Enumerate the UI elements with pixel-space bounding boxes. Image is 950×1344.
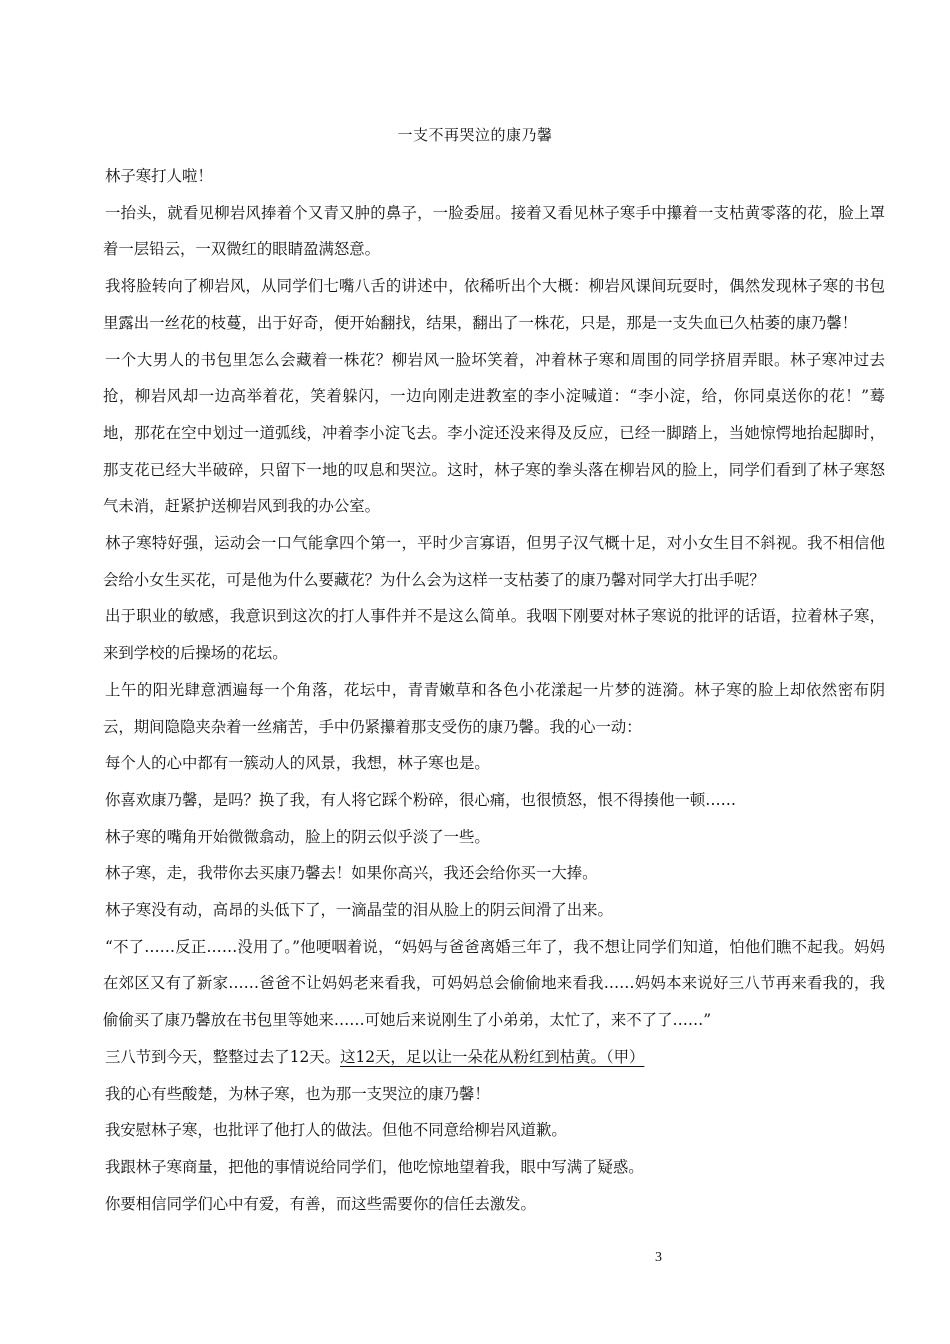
paragraph: 一个大男人的书包里怎么会藏着一株花？柳岩风一脸坏笑着，冲着林子寒和周围的同学挤眉弄眼。林子寒冲过去抢，柳岩风却一边高举着花，笑着躲闪，一边向刚走进教室的李小淀喊道：“李小淀，给，你同桌送你的花！”蓦地，那花在空中划过一道弧线，冲着李小淀飞去。李小淀还没来得及反应，已经一脚踏上，当她惊愕地抬起脚时，那支花已经大半破碎，只留下一地的叹息和哭泣。这时，林子寒的拳头落在柳岩风的脸上，同学们看到了林子寒怒气未消，赶紧护送柳岩风到我的办公室。 (103, 350, 885, 516)
paragraph: 你喜欢康乃馨，是吗？换了我，有人将它踩个粉碎，很心痛，也很愤怒，恨不得揍他一顿…… (105, 790, 737, 809)
article-body (103, 158, 885, 1222)
paragraph: 一抬头，就看见柳岩风捧着个又青又肿的鼻子，一脸委屈。接着又看见林子寒手中攥着一支枯黄零落的花，脸上罩着一层铅云，一双微红的眼睛盈满怒意。 (103, 203, 885, 259)
paragraph-with-underline (103, 1039, 885, 1076)
paragraph: “不了……反正……没用了。”他哽咽着说，“妈妈与爸爸离婚三年了，我不想让同学们知道，怕他们瞧不起我。妈妈在郊区又有了新家……爸爸不让妈妈老来看我，可妈妈总会偷偷地来看我……妈妈本来说好三八节再来看我的，我偷偷买了康乃馨放在书包里等她来……可她后来说刚生了小弟弟，太忙了，来不了了……” (103, 937, 885, 1030)
paragraph: 你要相信同学们心中有爱，有善，而这些需要你的信任去激发。 (105, 1194, 536, 1213)
paragraph: 林子寒，走，我带你去买康乃馨去！如果你高兴，我还会给你买一大捧。 (105, 864, 598, 883)
paragraph: 出于职业的敏感，我意识到这次的打人事件并不是这么简单。我咽下刚要对林子寒说的批评的话语，拉着林子寒，来到学校的后操场的花坛。 (103, 607, 885, 663)
paragraph: 上午的阳光肆意洒遍每一个角落，花坛中，青青嫩草和各色小花漾起一片梦的涟漪。林子寒的脸上却依然密布阴云，期间隐隐夹杂着一丝痛苦，手中仍紧攥着那支受伤的康乃馨。我的心一动： (103, 680, 885, 736)
paragraph: 我将脸转向了柳岩风，从同学们七嘴八舌的讲述中，依稀听出个大概：柳岩风课间玩耍时，偶然发现林子寒的书包里露出一丝花的枝蔓，出于好奇，便开始翻找，结果，翻出了一株花，只是，那是一支失血已久枯萎的康乃馨！ (103, 277, 885, 332)
article-title: 一支不再哭泣的康乃馨 (397, 126, 553, 144)
paragraph: 每个人的心中都有一簇动人的风景，我想，林子寒也是。 (105, 754, 490, 773)
paragraph: 林子寒打人啦！ (105, 167, 213, 185)
paragraph: 我的心有些酸楚，为林子寒，也为那一支哭泣的康乃馨！ (105, 1084, 490, 1103)
paragraph-lead: 三八节到今天，整整过去了12天。 (105, 1047, 341, 1066)
paragraph: 我跟林子寒商量，把他的事情说给同学们，他吃惊地望着我，眼中写满了疑惑。 (105, 1157, 644, 1176)
paragraph: 林子寒的嘴角开始微微翕动，脸上的阴云似乎淡了一些。 (105, 827, 490, 846)
page-number: 3 (655, 1250, 662, 1265)
underlined-sentence-jia: 这12天，足以让一朵花从粉红到枯黄。（甲） (340, 1047, 645, 1066)
paragraph: 林子寒特好强，运动会一口气能拿四个第一，平时少言寡语，但男子汉气概十足，对小女生目不斜视。我不相信他会给小女生买花，可是他为什么要藏花？为什么会为这样一支枯萎了的康乃馨对同学大打出手呢？ (103, 534, 885, 589)
paragraph: 我安慰林子寒，也批评了他打人的做法。但他不同意给柳岩风道歉。 (105, 1121, 567, 1140)
paragraph: 林子寒没有动，高昂的头低下了，一滴晶莹的泪从脸上的阴云间滑了出来。 (105, 901, 613, 920)
